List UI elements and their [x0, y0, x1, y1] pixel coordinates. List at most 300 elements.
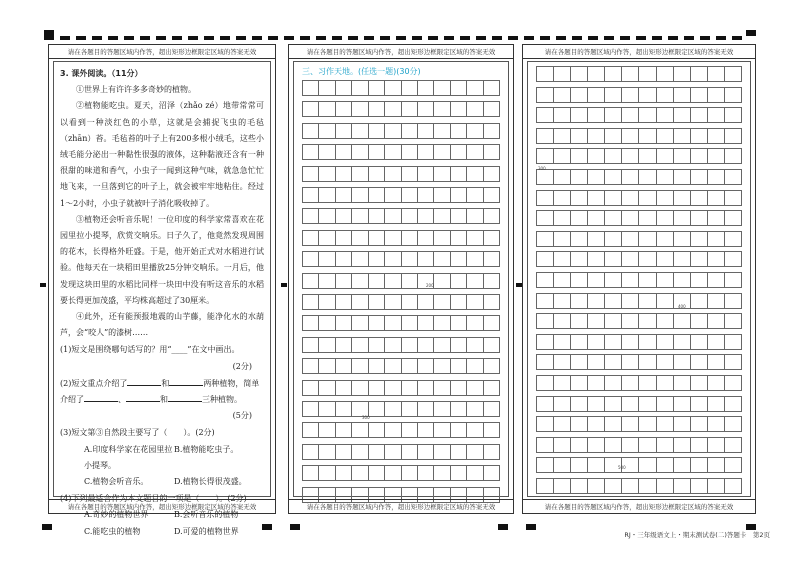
- grid-cell[interactable]: [401, 81, 417, 95]
- grid-cell[interactable]: [656, 314, 673, 328]
- grid-cell[interactable]: [450, 402, 466, 416]
- grid-cell[interactable]: [587, 294, 604, 308]
- grid-cell[interactable]: [621, 479, 638, 493]
- grid-cell[interactable]: [466, 252, 482, 266]
- grid-cell[interactable]: [466, 102, 482, 116]
- grid-cell[interactable]: [536, 294, 553, 308]
- grid-cell[interactable]: [724, 376, 742, 390]
- grid-cell[interactable]: [724, 211, 742, 225]
- grid-cell[interactable]: [553, 108, 570, 122]
- grid-cell[interactable]: [466, 466, 482, 480]
- grid-cell[interactable]: [401, 381, 417, 395]
- grid-cell[interactable]: [656, 149, 673, 163]
- grid-cell[interactable]: [656, 129, 673, 143]
- grid-cell[interactable]: [368, 102, 384, 116]
- grid-cell[interactable]: [621, 294, 638, 308]
- grid-cell[interactable]: [483, 209, 500, 223]
- grid-cell[interactable]: [401, 102, 417, 116]
- grid-cell[interactable]: [417, 402, 433, 416]
- grid-cell[interactable]: [401, 167, 417, 181]
- grid-cell[interactable]: [417, 423, 433, 437]
- grid-cell[interactable]: [368, 338, 384, 352]
- grid-cell[interactable]: [483, 188, 500, 202]
- grid-cell[interactable]: [433, 231, 449, 245]
- grid-cell[interactable]: [335, 316, 351, 330]
- grid-cell[interactable]: [604, 438, 621, 452]
- grid-cell[interactable]: [656, 335, 673, 349]
- grid-cell[interactable]: [604, 479, 621, 493]
- option-c[interactable]: C.植物会听音乐。: [84, 477, 149, 487]
- grid-cell[interactable]: [335, 359, 351, 373]
- grid-cell[interactable]: [724, 417, 742, 431]
- grid-cell[interactable]: [724, 273, 742, 287]
- grid-cell[interactable]: [368, 316, 384, 330]
- grid-cell[interactable]: [384, 381, 400, 395]
- grid-cell[interactable]: [302, 402, 318, 416]
- grid-cell[interactable]: [318, 466, 334, 480]
- grid-cell[interactable]: [621, 129, 638, 143]
- grid-cell[interactable]: [536, 108, 553, 122]
- grid-cell[interactable]: [466, 231, 482, 245]
- grid-cell[interactable]: [433, 167, 449, 181]
- grid-cell[interactable]: [302, 295, 318, 309]
- grid-cell[interactable]: [401, 423, 417, 437]
- grid-cell[interactable]: [536, 438, 553, 452]
- grid-cell[interactable]: [433, 381, 449, 395]
- grid-cell[interactable]: [318, 359, 334, 373]
- grid-cell[interactable]: [450, 381, 466, 395]
- grid-cell[interactable]: [638, 88, 655, 102]
- grid-cell[interactable]: [536, 458, 553, 472]
- grid-cell[interactable]: [302, 338, 318, 352]
- grid-cell[interactable]: [638, 108, 655, 122]
- grid-cell[interactable]: [587, 252, 604, 266]
- grid-cell[interactable]: [724, 191, 742, 205]
- grid-cell[interactable]: [724, 108, 742, 122]
- grid-cell[interactable]: [638, 438, 655, 452]
- grid-cell[interactable]: [318, 167, 334, 181]
- grid-cell[interactable]: [384, 423, 400, 437]
- grid-cell[interactable]: [483, 231, 500, 245]
- grid-cell[interactable]: [450, 145, 466, 159]
- writing-grid-2[interactable]: [536, 66, 742, 492]
- grid-cell[interactable]: [656, 479, 673, 493]
- grid-cell[interactable]: [570, 67, 587, 81]
- grid-cell[interactable]: [335, 124, 351, 138]
- grid-cell[interactable]: [553, 417, 570, 431]
- grid-cell[interactable]: [483, 124, 500, 138]
- grid-cell[interactable]: [638, 376, 655, 390]
- grid-cell[interactable]: [318, 295, 334, 309]
- grid-cell[interactable]: [450, 81, 466, 95]
- grid-cell[interactable]: [673, 170, 690, 184]
- grid-cell[interactable]: [417, 445, 433, 459]
- grid-cell[interactable]: [570, 335, 587, 349]
- grid-cell[interactable]: [604, 191, 621, 205]
- grid-cell[interactable]: [656, 397, 673, 411]
- grid-cell[interactable]: [570, 294, 587, 308]
- grid-cell[interactable]: [433, 102, 449, 116]
- grid-cell[interactable]: [351, 167, 367, 181]
- grid-cell[interactable]: [621, 355, 638, 369]
- grid-cell[interactable]: [656, 458, 673, 472]
- grid-cell[interactable]: [450, 209, 466, 223]
- grid-cell[interactable]: [417, 295, 433, 309]
- grid-cell[interactable]: [351, 274, 367, 288]
- grid-cell[interactable]: [401, 209, 417, 223]
- grid-cell[interactable]: [466, 338, 482, 352]
- grid-cell[interactable]: [587, 397, 604, 411]
- grid-cell[interactable]: [335, 81, 351, 95]
- grid-cell[interactable]: [368, 252, 384, 266]
- grid-cell[interactable]: [318, 231, 334, 245]
- grid-cell[interactable]: [417, 252, 433, 266]
- grid-cell[interactable]: [707, 376, 724, 390]
- grid-cell[interactable]: [536, 88, 553, 102]
- grid-cell[interactable]: [368, 167, 384, 181]
- grid-cell[interactable]: [466, 167, 482, 181]
- grid-cell[interactable]: [318, 402, 334, 416]
- grid-cell[interactable]: [673, 479, 690, 493]
- grid-cell[interactable]: [483, 145, 500, 159]
- grid-cell[interactable]: [450, 188, 466, 202]
- grid-cell[interactable]: [621, 170, 638, 184]
- grid-cell[interactable]: [638, 294, 655, 308]
- grid-cell[interactable]: [604, 314, 621, 328]
- grid-cell[interactable]: [587, 232, 604, 246]
- grid-cell[interactable]: [604, 273, 621, 287]
- grid-cell[interactable]: [724, 67, 742, 81]
- grid-cell[interactable]: [724, 458, 742, 472]
- grid-cell[interactable]: [656, 191, 673, 205]
- grid-cell[interactable]: [690, 67, 707, 81]
- grid-cell[interactable]: [656, 170, 673, 184]
- grid-cell[interactable]: [483, 381, 500, 395]
- grid-cell[interactable]: [570, 149, 587, 163]
- grid-cell[interactable]: [483, 338, 500, 352]
- grid-cell[interactable]: [638, 355, 655, 369]
- grid-cell[interactable]: [673, 458, 690, 472]
- grid-cell[interactable]: [621, 149, 638, 163]
- grid-cell[interactable]: [570, 355, 587, 369]
- grid-cell[interactable]: [433, 423, 449, 437]
- grid-cell[interactable]: [570, 88, 587, 102]
- grid-cell[interactable]: [707, 417, 724, 431]
- grid-cell[interactable]: [604, 376, 621, 390]
- grid-cell[interactable]: [690, 438, 707, 452]
- grid-cell[interactable]: [450, 423, 466, 437]
- grid-cell[interactable]: [368, 188, 384, 202]
- grid-cell[interactable]: [638, 67, 655, 81]
- answer-blank[interactable]: [126, 393, 160, 402]
- grid-cell[interactable]: [401, 445, 417, 459]
- grid-cell[interactable]: [368, 381, 384, 395]
- grid-cell[interactable]: [368, 359, 384, 373]
- grid-cell[interactable]: [466, 81, 482, 95]
- grid-cell[interactable]: [570, 252, 587, 266]
- grid-cell[interactable]: [417, 124, 433, 138]
- grid-cell[interactable]: [553, 376, 570, 390]
- option-c[interactable]: C.能吃虫的植物: [84, 526, 141, 536]
- grid-cell[interactable]: [351, 231, 367, 245]
- grid-cell[interactable]: [466, 209, 482, 223]
- grid-cell[interactable]: [433, 145, 449, 159]
- grid-cell[interactable]: [724, 88, 742, 102]
- grid-cell[interactable]: [401, 274, 417, 288]
- grid-cell[interactable]: [384, 402, 400, 416]
- grid-cell[interactable]: [604, 417, 621, 431]
- grid-cell[interactable]: [433, 124, 449, 138]
- grid-cell[interactable]: [536, 417, 553, 431]
- grid-cell[interactable]: [368, 231, 384, 245]
- grid-cell[interactable]: [466, 445, 482, 459]
- grid-cell[interactable]: [417, 381, 433, 395]
- grid-cell[interactable]: [724, 170, 742, 184]
- grid-cell[interactable]: [587, 170, 604, 184]
- grid-cell[interactable]: [621, 314, 638, 328]
- grid-cell[interactable]: [690, 479, 707, 493]
- grid-cell[interactable]: [368, 81, 384, 95]
- grid-cell[interactable]: [302, 274, 318, 288]
- grid-cell[interactable]: [690, 211, 707, 225]
- grid-cell[interactable]: [690, 232, 707, 246]
- grid-cell[interactable]: [570, 458, 587, 472]
- grid-cell[interactable]: [483, 466, 500, 480]
- grid-cell[interactable]: [302, 102, 318, 116]
- grid-cell[interactable]: [638, 170, 655, 184]
- grid-cell[interactable]: [417, 81, 433, 95]
- grid-cell[interactable]: [673, 88, 690, 102]
- grid-cell[interactable]: [401, 145, 417, 159]
- grid-cell[interactable]: [553, 397, 570, 411]
- grid-cell[interactable]: [384, 445, 400, 459]
- grid-cell[interactable]: [536, 252, 553, 266]
- grid-cell[interactable]: [483, 295, 500, 309]
- grid-cell[interactable]: [433, 188, 449, 202]
- grid-cell[interactable]: [707, 438, 724, 452]
- grid-cell[interactable]: [604, 335, 621, 349]
- grid-cell[interactable]: [656, 67, 673, 81]
- grid-cell[interactable]: [466, 381, 482, 395]
- grid-cell[interactable]: [351, 423, 367, 437]
- grid-cell[interactable]: [318, 124, 334, 138]
- grid-cell[interactable]: [553, 191, 570, 205]
- grid-cell[interactable]: [587, 129, 604, 143]
- grid-cell[interactable]: [707, 88, 724, 102]
- grid-cell[interactable]: [621, 232, 638, 246]
- grid-cell[interactable]: [690, 170, 707, 184]
- grid-cell[interactable]: [604, 170, 621, 184]
- grid-cell[interactable]: [466, 423, 482, 437]
- grid-cell[interactable]: [318, 338, 334, 352]
- grid-cell[interactable]: [570, 397, 587, 411]
- grid-cell[interactable]: [604, 252, 621, 266]
- grid-cell[interactable]: [302, 145, 318, 159]
- grid-cell[interactable]: [351, 466, 367, 480]
- grid-cell[interactable]: [384, 188, 400, 202]
- grid-cell[interactable]: [656, 108, 673, 122]
- grid-cell[interactable]: [536, 314, 553, 328]
- grid-cell[interactable]: [621, 211, 638, 225]
- grid-cell[interactable]: [621, 67, 638, 81]
- grid-cell[interactable]: [724, 232, 742, 246]
- grid-cell[interactable]: [433, 252, 449, 266]
- grid-cell[interactable]: [483, 167, 500, 181]
- grid-cell[interactable]: [673, 355, 690, 369]
- grid-cell[interactable]: [638, 479, 655, 493]
- grid-cell[interactable]: [335, 167, 351, 181]
- grid-cell[interactable]: [587, 108, 604, 122]
- grid-cell[interactable]: [483, 402, 500, 416]
- grid-cell[interactable]: [368, 209, 384, 223]
- grid-cell[interactable]: [707, 314, 724, 328]
- grid-cell[interactable]: [335, 188, 351, 202]
- grid-cell[interactable]: [318, 252, 334, 266]
- grid-cell[interactable]: [638, 232, 655, 246]
- grid-cell[interactable]: [450, 231, 466, 245]
- grid-cell[interactable]: [656, 211, 673, 225]
- grid-cell[interactable]: [570, 314, 587, 328]
- grid-cell[interactable]: [450, 466, 466, 480]
- grid-cell[interactable]: [433, 209, 449, 223]
- grid-cell[interactable]: [384, 167, 400, 181]
- grid-cell[interactable]: [351, 402, 367, 416]
- grid-cell[interactable]: [335, 145, 351, 159]
- grid-cell[interactable]: [401, 338, 417, 352]
- grid-cell[interactable]: [335, 402, 351, 416]
- grid-cell[interactable]: [656, 88, 673, 102]
- grid-cell[interactable]: [553, 335, 570, 349]
- grid-cell[interactable]: [621, 417, 638, 431]
- grid-cell[interactable]: [553, 67, 570, 81]
- grid-cell[interactable]: [553, 273, 570, 287]
- grid-cell[interactable]: [351, 209, 367, 223]
- grid-cell[interactable]: [483, 274, 500, 288]
- grid-cell[interactable]: [638, 314, 655, 328]
- grid-cell[interactable]: [724, 397, 742, 411]
- grid-cell[interactable]: [302, 316, 318, 330]
- grid-cell[interactable]: [690, 376, 707, 390]
- grid-cell[interactable]: [384, 124, 400, 138]
- grid-cell[interactable]: [302, 466, 318, 480]
- grid-cell[interactable]: [384, 359, 400, 373]
- grid-cell[interactable]: [302, 381, 318, 395]
- grid-cell[interactable]: [302, 231, 318, 245]
- grid-cell[interactable]: [724, 335, 742, 349]
- grid-cell[interactable]: [553, 149, 570, 163]
- grid-cell[interactable]: [466, 145, 482, 159]
- grid-cell[interactable]: [351, 338, 367, 352]
- grid-cell[interactable]: [724, 479, 742, 493]
- grid-cell[interactable]: [335, 231, 351, 245]
- grid-cell[interactable]: [302, 188, 318, 202]
- grid-cell[interactable]: [302, 252, 318, 266]
- grid-cell[interactable]: [707, 191, 724, 205]
- grid-cell[interactable]: [302, 359, 318, 373]
- grid-cell[interactable]: [656, 273, 673, 287]
- grid-cell[interactable]: [690, 397, 707, 411]
- grid-cell[interactable]: [690, 108, 707, 122]
- grid-cell[interactable]: [450, 124, 466, 138]
- grid-cell[interactable]: [707, 232, 724, 246]
- grid-cell[interactable]: [318, 145, 334, 159]
- grid-cell[interactable]: [368, 295, 384, 309]
- grid-cell[interactable]: [302, 81, 318, 95]
- grid-cell[interactable]: [335, 445, 351, 459]
- grid-cell[interactable]: [656, 438, 673, 452]
- grid-cell[interactable]: [673, 438, 690, 452]
- option-a[interactable]: A.奇妙的植物世界: [84, 510, 149, 520]
- grid-cell[interactable]: [553, 479, 570, 493]
- grid-cell[interactable]: [724, 294, 742, 308]
- grid-cell[interactable]: [401, 295, 417, 309]
- grid-cell[interactable]: [673, 149, 690, 163]
- grid-cell[interactable]: [621, 397, 638, 411]
- grid-cell[interactable]: [638, 129, 655, 143]
- grid-cell[interactable]: [587, 335, 604, 349]
- grid-cell[interactable]: [604, 397, 621, 411]
- grid-cell[interactable]: [553, 294, 570, 308]
- grid-cell[interactable]: [621, 335, 638, 349]
- grid-cell[interactable]: [673, 211, 690, 225]
- answer-blank[interactable]: [169, 377, 203, 386]
- grid-cell[interactable]: [417, 145, 433, 159]
- answer-blank[interactable]: [127, 377, 161, 386]
- grid-cell[interactable]: [587, 355, 604, 369]
- grid-cell[interactable]: [604, 294, 621, 308]
- grid-cell[interactable]: [690, 458, 707, 472]
- grid-cell[interactable]: [450, 359, 466, 373]
- grid-cell[interactable]: [417, 338, 433, 352]
- grid-cell[interactable]: [690, 417, 707, 431]
- grid-cell[interactable]: [384, 295, 400, 309]
- grid-cell[interactable]: [351, 252, 367, 266]
- grid-cell[interactable]: [656, 417, 673, 431]
- grid-cell[interactable]: [318, 316, 334, 330]
- grid-cell[interactable]: [587, 438, 604, 452]
- grid-cell[interactable]: [351, 316, 367, 330]
- grid-cell[interactable]: [587, 314, 604, 328]
- grid-cell[interactable]: [638, 191, 655, 205]
- grid-cell[interactable]: [466, 295, 482, 309]
- grid-cell[interactable]: [536, 335, 553, 349]
- grid-cell[interactable]: [401, 124, 417, 138]
- grid-cell[interactable]: [673, 252, 690, 266]
- option-d[interactable]: D.植物长得很茂盛。: [174, 477, 247, 487]
- grid-cell[interactable]: [690, 88, 707, 102]
- grid-cell[interactable]: [368, 466, 384, 480]
- grid-cell[interactable]: [302, 445, 318, 459]
- grid-cell[interactable]: [536, 129, 553, 143]
- grid-cell[interactable]: [450, 316, 466, 330]
- grid-cell[interactable]: [335, 338, 351, 352]
- grid-cell[interactable]: [690, 294, 707, 308]
- grid-cell[interactable]: [621, 252, 638, 266]
- grid-cell[interactable]: [690, 191, 707, 205]
- grid-cell[interactable]: [351, 188, 367, 202]
- grid-cell[interactable]: [570, 417, 587, 431]
- grid-cell[interactable]: [638, 273, 655, 287]
- grid-cell[interactable]: [673, 397, 690, 411]
- grid-cell[interactable]: [335, 274, 351, 288]
- grid-cell[interactable]: [570, 170, 587, 184]
- grid-cell[interactable]: [351, 381, 367, 395]
- grid-cell[interactable]: [466, 316, 482, 330]
- grid-cell[interactable]: [433, 274, 449, 288]
- grid-cell[interactable]: [536, 67, 553, 81]
- grid-cell[interactable]: [368, 423, 384, 437]
- grid-cell[interactable]: [707, 397, 724, 411]
